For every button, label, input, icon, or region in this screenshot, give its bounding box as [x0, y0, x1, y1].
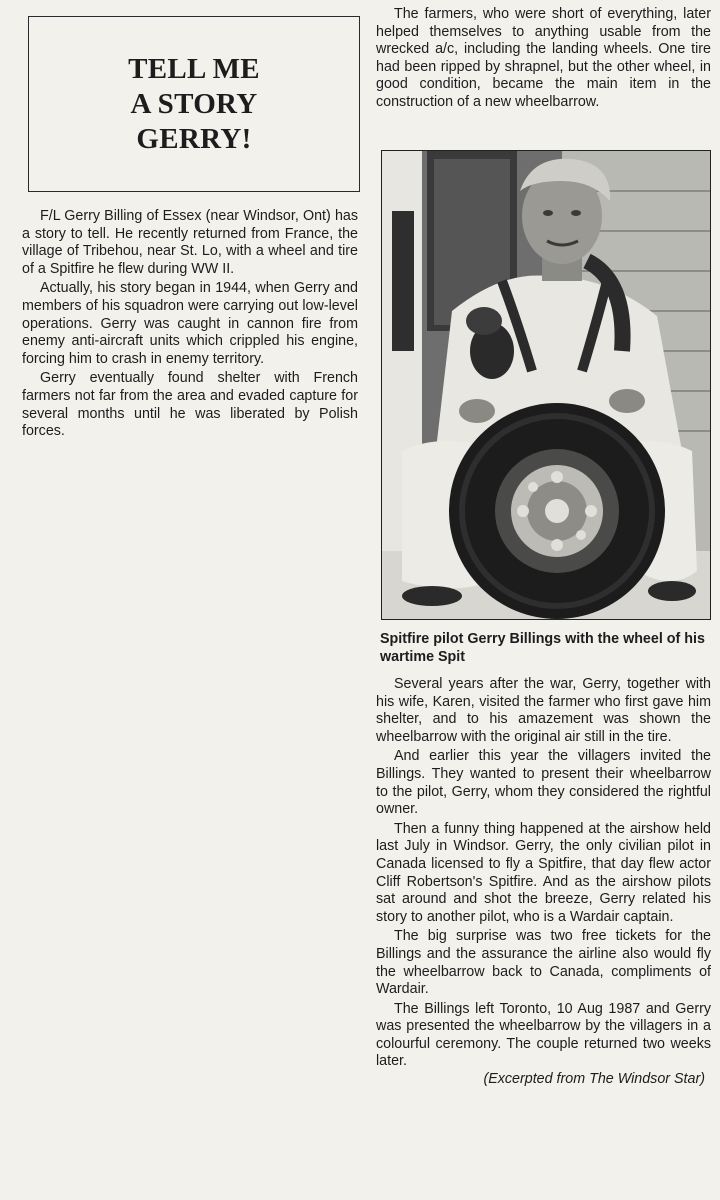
- article-paragraph: The big surprise was two free tickets for the Billings and the assurance the airline also would fly the wheelbarrow back to Canada, compliments of Wardair.: [376, 928, 711, 998]
- article-paragraph: Then a funny thing happened at the airshow held last July in Windsor. Gerry, the only civilian pilot in Canada licensed to fly a Spitfire, that day flew actor Cliff Robertson's Spitfire. And as the airshow pilots sat around and shot the breeze, Gerry related his story to another pilot, who is a Wardair captain.: [376, 820, 711, 925]
- right-column-bottom: [376, 676, 711, 1089]
- right-column-top: [376, 6, 711, 112]
- article-paragraph: Gerry eventually found shelter with French farmers not far from the area and evaded capture for several months until he was liberated by Polish forces.: [22, 370, 358, 440]
- photo-caption: Spitfire pilot Gerry Billings with the wheel of his wartime Spit: [380, 631, 705, 665]
- article-paragraph: The Billings left Toronto, 10 Aug 1987 and Gerry was presented the wheelbarrow by the villagers in a colourful ceremony. The couple returned two weeks later.: [376, 1000, 711, 1070]
- left-column: [22, 208, 358, 441]
- headline-line: A STORY: [130, 87, 258, 120]
- headline: [128, 52, 260, 157]
- article-paragraph: Several years after the war, Gerry, together with his wife, Karen, visited the farmer who first gave him shelter, and to his amazement was shown the wheelbarrow with the original air still in the tire.: [376, 676, 711, 745]
- article-paragraph: Actually, his story began in 1944, when Gerry and members of his squadron were carrying out low-level operations. Gerry was caught in cannon fire from enemy anti-aircraft units which crippled his engine, forcing him to crash in enemy territory.: [22, 280, 358, 367]
- article-paragraph: F/L Gerry Billing of Essex (near Windsor, Ont) has a story to tell. He recently returned from France, the village of Tribehou, near St. Lo, with a wheel and tire of a Spitfire he flew during WW II.: [22, 208, 358, 277]
- article-paragraph: The farmers, who were short of everything, later helped themselves to anything usable from the wrecked a/c, including the landing wheels. One tire had been ripped by shrapnel, but the other wheel, in good condition, became the main item in the construction of a new wheelbarrow.: [376, 6, 711, 110]
- headline-line: TELL ME: [128, 52, 260, 85]
- pilot-photo: [381, 150, 711, 620]
- pilot-with-wheel-image: [382, 151, 711, 620]
- headline-line: GERRY!: [136, 122, 252, 155]
- source-credit: (Excerpted from The Windsor Star): [483, 1071, 705, 1088]
- headline-box: [28, 16, 360, 192]
- article-paragraph: And earlier this year the villagers invited the Billings. They wanted to present their wheelbarrow to the pilot, Gerry, whom they considered the rightful owner.: [376, 748, 711, 818]
